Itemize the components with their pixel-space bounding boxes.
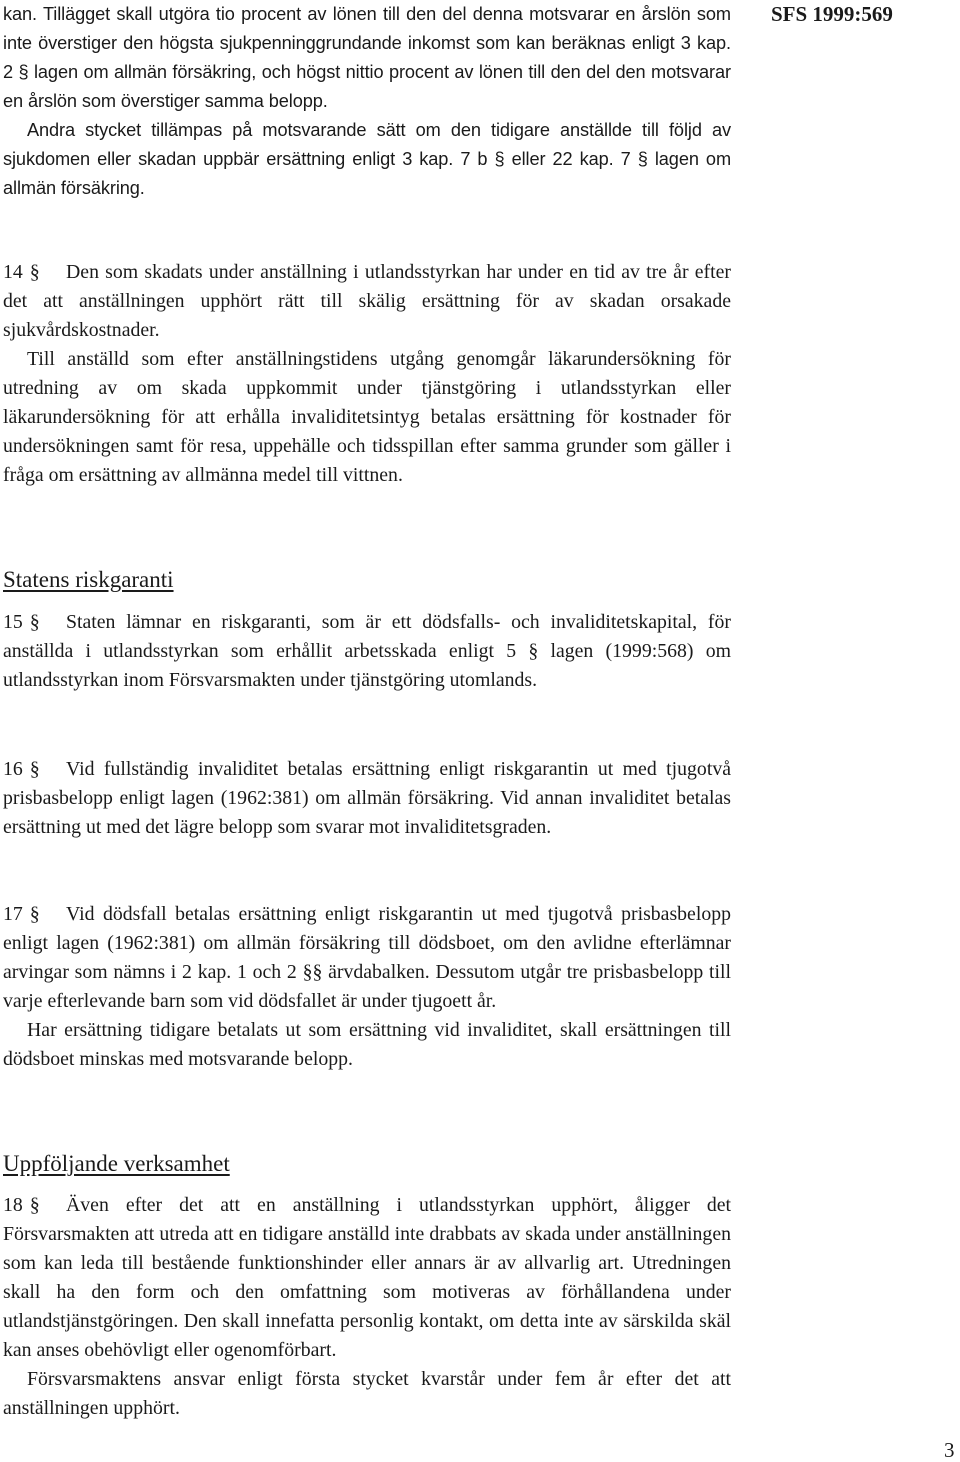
section-17-text: Vid dödsfall betalas ersättning enligt riskgarantin ut med tjugotvå prisbasbelopp enligt lagen (1962:381) om allmän försäkring till dödsboet, om den avlidne efterlämnar arvingar som nämns i 2 kap. 1 och 2 §§ ärvdabalken. Dessutom utgår tre prisbasbelopp till varje efterlevande barn som vid dödsfallet är under tjugoett år.	[3, 903, 731, 1012]
heading-block-2	[3, 1149, 731, 1179]
section-sign: §	[29, 1194, 40, 1216]
section-15-marker	[3, 608, 66, 637]
heading-statens-riskgaranti: Statens riskgaranti	[3, 567, 174, 592]
section-sign: §	[29, 611, 40, 633]
section-sign: §	[29, 758, 40, 780]
heading-block-1	[3, 565, 731, 595]
section-number: 18	[3, 1194, 23, 1216]
section-18-marker	[3, 1191, 66, 1220]
section-14-marker	[3, 258, 66, 287]
section-16	[3, 755, 731, 842]
section-16-paragraph-1	[3, 755, 731, 842]
section-16-marker	[3, 755, 66, 784]
sfs-number-header: SFS 1999:569	[771, 2, 893, 26]
continuation-block	[3, 0, 731, 203]
section-number: 14	[3, 261, 23, 283]
section-14-text: Den som skadats under anställning i utlandsstyrkan har under en tid av tre år efter det att anställningen upphört rätt till skälig ersättning för av skadan orsakade sjukvårdskostnader.	[3, 261, 731, 341]
section-sign: §	[29, 261, 40, 283]
section-18-text: Även efter det att en anställning i utlandsstyrkan upphört, åligger det Försvarsmakten att utreda att en tidigare anställd inte drabbats av skada under anställningen som kan leda till bestående funktionshinder eller annars är av allvarlig art. Utredningen skall ha den form och den omfattning som motiveras av förhållandena under utlandstjänstgöringen. Den skall innefatta personlig kontakt, om detta inte av särskilda skäl kan anses obehövligt eller ogenomförbart.	[3, 1194, 731, 1361]
section-16-text: Vid fullständig invaliditet betalas ersättning enligt riskgarantin ut med tjugotvå prisbasbelopp enligt lagen (1962:381) om allmän försäkring. Vid annan invaliditet betalas ersättning ut med det lägre belopp som svarar mot invaliditetsgraden.	[3, 758, 731, 838]
section-number: 16	[3, 758, 23, 780]
section-15-paragraph-1	[3, 608, 731, 695]
heading-uppfoljande-verksamhet: Uppföljande verksamhet	[3, 1151, 230, 1176]
section-number: 15	[3, 611, 23, 633]
section-number: 17	[3, 903, 23, 925]
section-18-paragraph-2: Försvarsmaktens ansvar enligt första stycket kvarstår under fem år efter det att anställningen upphört.	[3, 1368, 731, 1419]
section-17	[3, 900, 731, 1074]
section-14	[3, 258, 731, 490]
section-17-paragraph-2: Har ersättning tidigare betalats ut som ersättning vid invaliditet, skall ersättningen till dödsboet minskas med motsvarande belopp.	[3, 1019, 731, 1070]
section-14-paragraph-1	[3, 258, 731, 345]
section-15-text: Staten lämnar en riskgaranti, som är ett dödsfalls- och invaliditetskapital, för anställda i utlandsstyrkan som erhållit arbetsskada enligt 5 § lagen (1999:568) om utlandsstyrkan inom Försvarsmakten under tjänstgöring utomlands.	[3, 611, 731, 691]
section-17-paragraph-1	[3, 900, 731, 1016]
section-15	[3, 608, 731, 695]
section-14-paragraph-2: Till anställd som efter anställningstidens utgång genomgår läkarundersökning för utredning av om skada uppkommit under tjänstgöring i utlandsstyrkan eller läkarundersökning för att erhålla invaliditetsintyg betalas ersättning för kostnader för undersökningen samt för resa, uppehälle och tidsspillan efter samma grunder som gäller i fråga om ersättning av allmänna medel till vittnen.	[3, 348, 731, 486]
section-18-paragraph-1	[3, 1191, 731, 1365]
page-number: 3	[944, 1438, 955, 1462]
section-17-marker	[3, 900, 66, 929]
continuation-paragraph-2: Andra stycket tillämpas på motsvarande sätt om den tidigare anställde till följd av sjukdomen eller skadan uppbär ersättning enligt 3 kap. 7 b § eller 22 kap. 7 § lagen om allmän försäkring.	[3, 120, 731, 198]
section-sign: §	[29, 903, 40, 925]
continuation-paragraph: kan. Tillägget skall utgöra tio procent av lönen till den del denna motsvarar en årslön som inte överstiger den högsta sjukpenninggrundande inkomst som kan beräknas enligt 3 kap. 2 § lagen om allmän försäkring, och högst nittio procent av lönen till den del den motsvarar en årslön som överstiger samma belopp.	[3, 4, 731, 111]
section-18	[3, 1191, 731, 1423]
